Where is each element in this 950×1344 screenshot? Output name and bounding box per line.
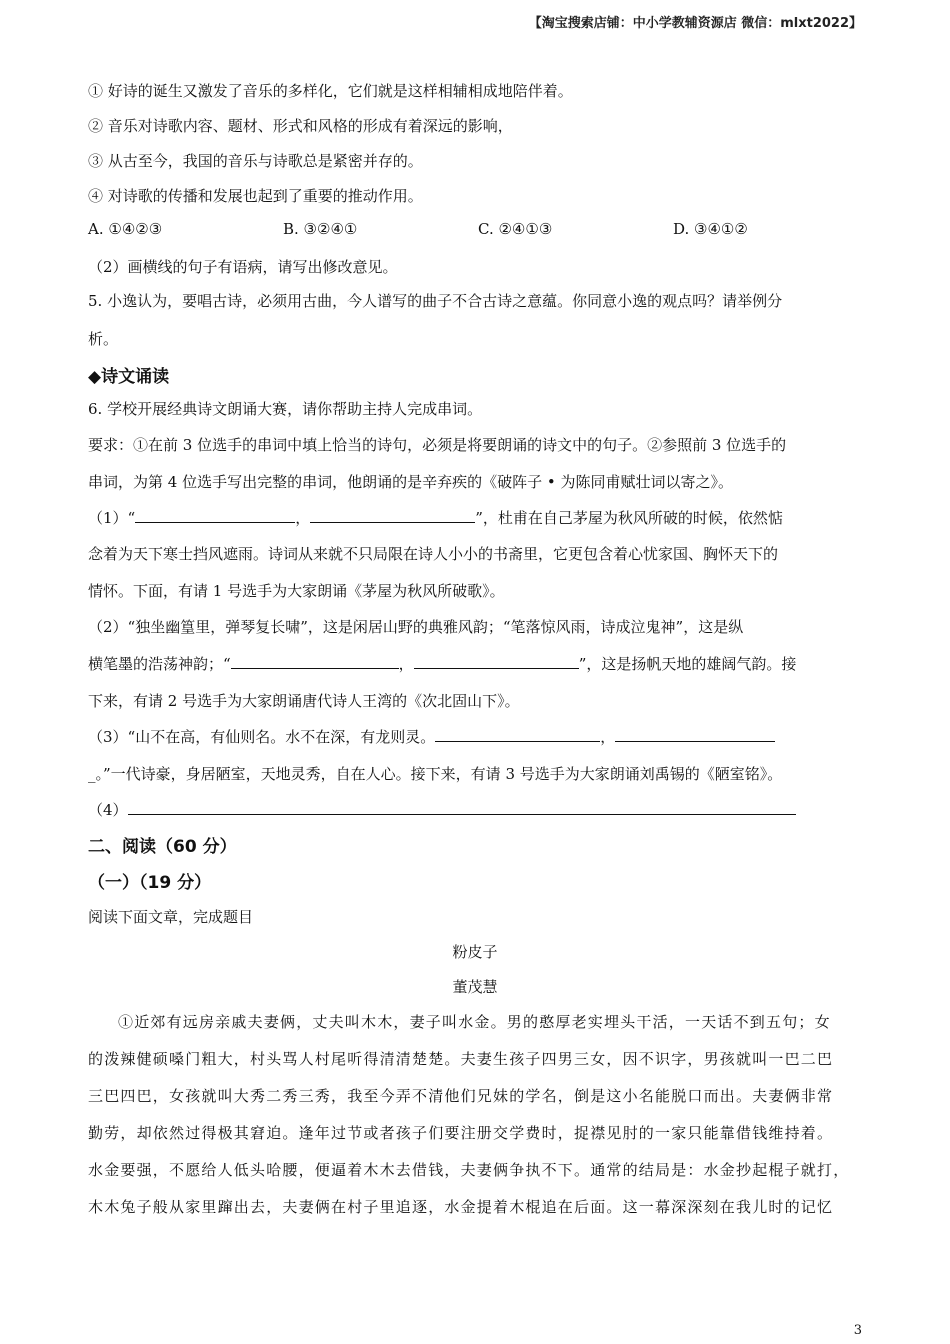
article-author: 董茂慧 bbox=[452, 978, 498, 996]
option-a: A. ①④②③ bbox=[88, 220, 163, 238]
fill-blank[interactable] bbox=[435, 727, 600, 742]
part-3-line-1: （3）“山不在高，有仙则名。水不在深，有龙则灵。 ， bbox=[88, 726, 775, 747]
question-6-intro: 6. 学校开展经典诗文朗诵大赛，请你帮助主持人完成串词。 bbox=[88, 400, 483, 418]
section-reading-heading: 二、阅读（60 分） bbox=[88, 837, 237, 857]
part-2-line-1: （2）“独坐幽篁里，弹琴复长啸”，这是闲居山野的典雅风韵；“笔落惊风雨，诗成泣鬼神”，这是纵 bbox=[88, 618, 744, 636]
question-5-line-2: 析。 bbox=[88, 330, 119, 348]
question-6-req-2: 串词，为第 4 位选手写出完整的串词，他朗诵的是辛弃疾的《破阵子 • 为陈同甫赋壮词以寄之》。 bbox=[88, 473, 733, 491]
option-b: B. ③②④① bbox=[283, 220, 358, 238]
article-line: 木木兔子般从家里蹿出去，夫妻俩在村子里追逐，水金提着木棍追在后面。这一幕深深刻在我儿时的记忆 bbox=[88, 1198, 834, 1216]
option-c: C. ②④①③ bbox=[478, 220, 553, 238]
sentence-1: ① 好诗的诞生又激发了音乐的多样化，它们就是这样相辅相成地陪伴着。 bbox=[88, 82, 573, 100]
sentence-4: ④ 对诗歌的传播和发展也起到了重要的推动作用。 bbox=[88, 187, 423, 205]
article-line: 三巴四巴，女孩就叫大秀二秀三秀，我至今弄不清他们兄妹的学名，倒是这小名能脱口而出。夫妻俩非常 bbox=[88, 1087, 834, 1105]
part-3-line-2: _。”一代诗豪，身居陋室，天地灵秀，自在人心。接下来，有请 3 号选手为大家朗诵刘禹锡的《陋室铭》。 bbox=[88, 765, 783, 783]
sentence-3: ③ 从古至今，我国的音乐与诗歌总是紧密并存的。 bbox=[88, 152, 423, 170]
question-6-req-1: 要求：①在前 3 位选手的串词中填上恰当的诗句，必须是将要朗诵的诗文中的句子。②参照前 3 位选手的 bbox=[88, 436, 787, 454]
article-title: 粉皮子 bbox=[452, 943, 498, 961]
part-2-line-3: 下来，有请 2 号选手为大家朗诵唐代诗人王湾的《次北固山下》。 bbox=[88, 692, 520, 710]
part-2-line-2: 横笔墨的浩荡神韵；“ ， ”，这是扬帆天地的雄阔气韵。接 bbox=[88, 655, 797, 673]
fill-blank[interactable] bbox=[310, 508, 475, 523]
question-5-line-1: 5. 小逸认为，要唱古诗，必须用古曲，今人谱写的曲子不合古诗之意蕴。你同意小逸的观点吗？请举例分 bbox=[88, 292, 783, 310]
page-number: 3 bbox=[853, 1323, 862, 1338]
reading-instruction: 阅读下面文章，完成题目 bbox=[88, 908, 254, 926]
article-line: ①近郊有远房亲戚夫妻俩，丈夫叫木木，妻子叫水金。男的憨厚老实埋头干活，一天话不到五句；女 bbox=[118, 1013, 831, 1031]
fill-blank[interactable] bbox=[128, 800, 796, 815]
fill-blank[interactable] bbox=[615, 727, 775, 742]
article-line: 的泼辣健硕嗓门粗大，村头骂人村尾听得清清楚楚。夫妻生孩子四男三女，因不识字，男孩就叫一巴二巴 bbox=[88, 1050, 834, 1068]
option-d: D. ③④①② bbox=[673, 220, 748, 238]
subsection-one-heading: （一）（19 分） bbox=[88, 873, 212, 893]
article-line: 勤劳，却依然过得极其窘迫。逢年过节或者孩子们要注册交学费时，捉襟见肘的一家只能靠借钱维持着。 bbox=[88, 1124, 834, 1142]
fill-blank[interactable] bbox=[414, 654, 579, 669]
part-1-line-1: （1）“ ， ”，杜甫在自己茅屋为秋风所破的时候，依然惦 bbox=[88, 509, 783, 527]
section-poetry-heading: ◆诗文诵读 bbox=[88, 367, 170, 387]
sentence-2: ② 音乐对诗歌内容、题材、形式和风格的形成有着深远的影响， bbox=[88, 117, 513, 135]
article-line: 水金要强，不愿给人低头哈腰，便逼着木木去借钱，夫妻俩争执不下。通常的结局是：水金抄起棍子就打， bbox=[88, 1161, 850, 1179]
page-header: 【淘宝搜索店铺：中小学教辅资源店 微信：mlxt2022】 bbox=[528, 16, 862, 31]
part-4-line: （4） bbox=[88, 799, 796, 820]
question-4-2: （2）画横线的句子有语病，请写出修改意见。 bbox=[88, 258, 398, 276]
fill-blank[interactable] bbox=[135, 508, 295, 523]
fill-blank[interactable] bbox=[231, 654, 399, 669]
part-1-line-3: 情怀。下面，有请 1 号选手为大家朗诵《茅屋为秋风所破歌》。 bbox=[88, 582, 505, 600]
answer-options bbox=[88, 220, 868, 238]
part-1-line-2: 念着为天下寒士挡风遮雨。诗词从来就不只局限在诗人小小的书斋里，它更包含着心忧家国、胸怀天下的 bbox=[88, 545, 779, 563]
